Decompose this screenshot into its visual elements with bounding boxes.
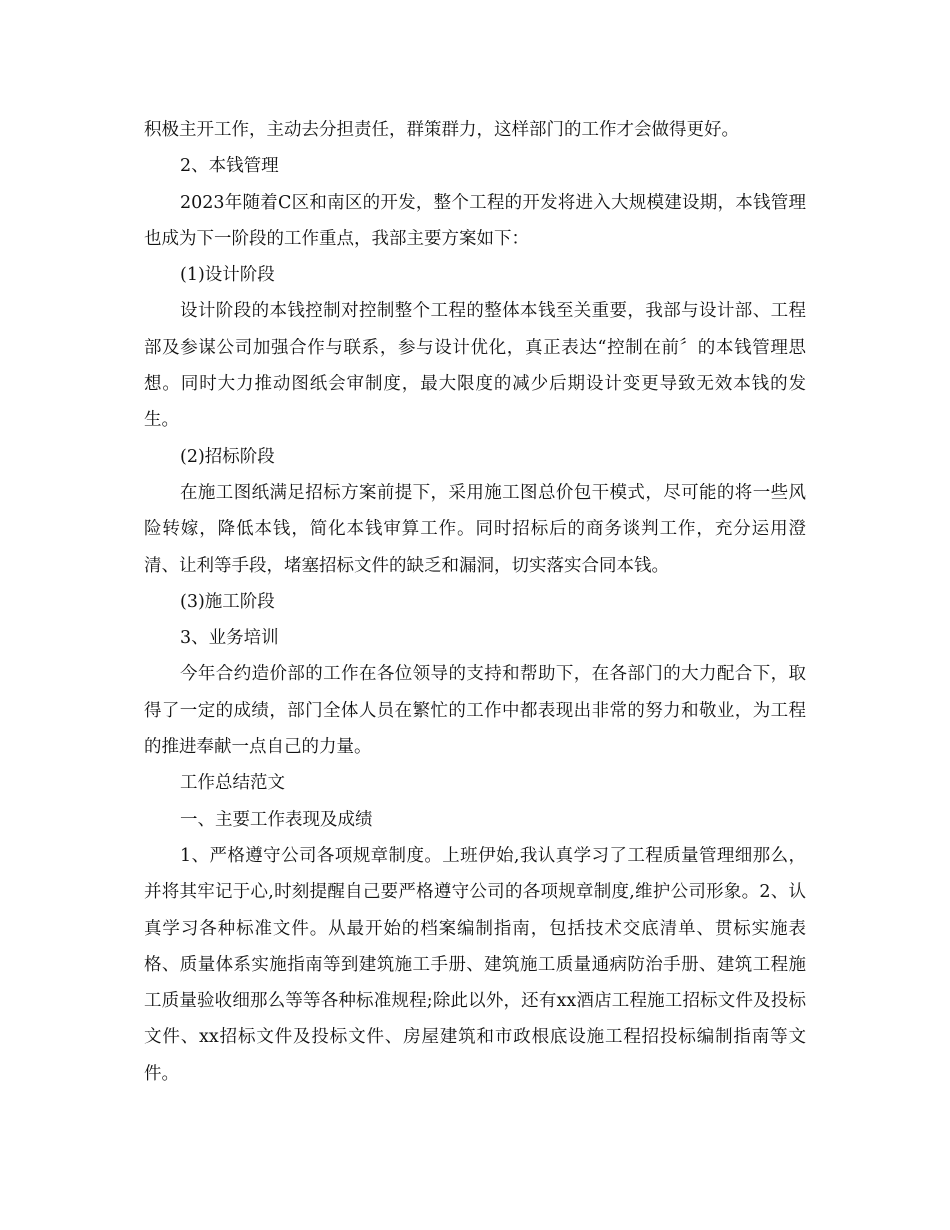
paragraph-6: (2)招标阶段 <box>180 446 275 467</box>
paragraph-4: (1)设计阶段 <box>180 265 275 286</box>
paragraph-12: 一、主要工作表现及成绩 <box>180 809 373 830</box>
paragraph-2: 2、本钱管理 <box>180 156 279 177</box>
paragraph-1: 积极主开工作，主动去分担责任，群策群力，这样部门的工作才会做得更好。 <box>144 120 739 140</box>
paragraph-11: 工作总结范文 <box>180 773 285 794</box>
paragraph-7: 在施工图纸满足招标方案前提下，采用施工图总价包干模式，尽可能的将一些风险转嫁，降低本钱，简化本钱审算工作。同时招标后的商务谈判工作，充分运用澄清、让利等手段，堵塞招标文件的缺乏和漏洞，切实落实合同本钱。 <box>144 482 806 576</box>
paragraph-10: 今年合约造价部的工作在各位领导的支持和帮助下，在各部门的大力配合下，取得了一定的成绩，部门全体人员在繁忙的工作中都表现出非常的努力和敬业，为工程的推进奉献一点自己的力量。 <box>144 664 806 758</box>
paragraph-13: 1、严格遵守公司各项规章制度。上班伊始,我认真学习了工程质量管理细那么，并将其牢记于心,时刻提醒自己要严格遵守公司的各项规章制度,维护公司形象。2、认真学习各种标准文件。从最开始的档案编制指南，包括技术交底清单、贯标实施表格、质量体系实施指南等到建筑施工手册、建筑施工质量通病防治手册、建筑工程施工质量验收细那么等等各种标准规程;除此以外，还有xx酒店工程施工招标文件及投标文件、xx招标文件及投标文件、房屋建筑和市政根底设施工程招投标编制指南等文件。 <box>144 845 806 1084</box>
paragraph-5: 设计阶段的本钱控制对控制整个工程的整体本钱至关重要，我部与设计部、工程部及参谋公司加强合作与联系，参与设计优化，真正表达“控制在前〞的本钱管理思想。同时大力推动图纸会审制度，最大限度的减少后期设计变更导致无效本钱的发生。 <box>144 301 806 431</box>
document-page <box>144 112 806 1092</box>
paragraph-8: (3)施工阶段 <box>180 591 275 612</box>
paragraph-3: 2023年随着C区和南区的开发，整个工程的开发将进入大规模建设期，本钱管理也成为下一阶段的工作重点，我部主要方案如下： <box>144 192 806 249</box>
paragraph-9: 3、业务培训 <box>180 628 279 649</box>
